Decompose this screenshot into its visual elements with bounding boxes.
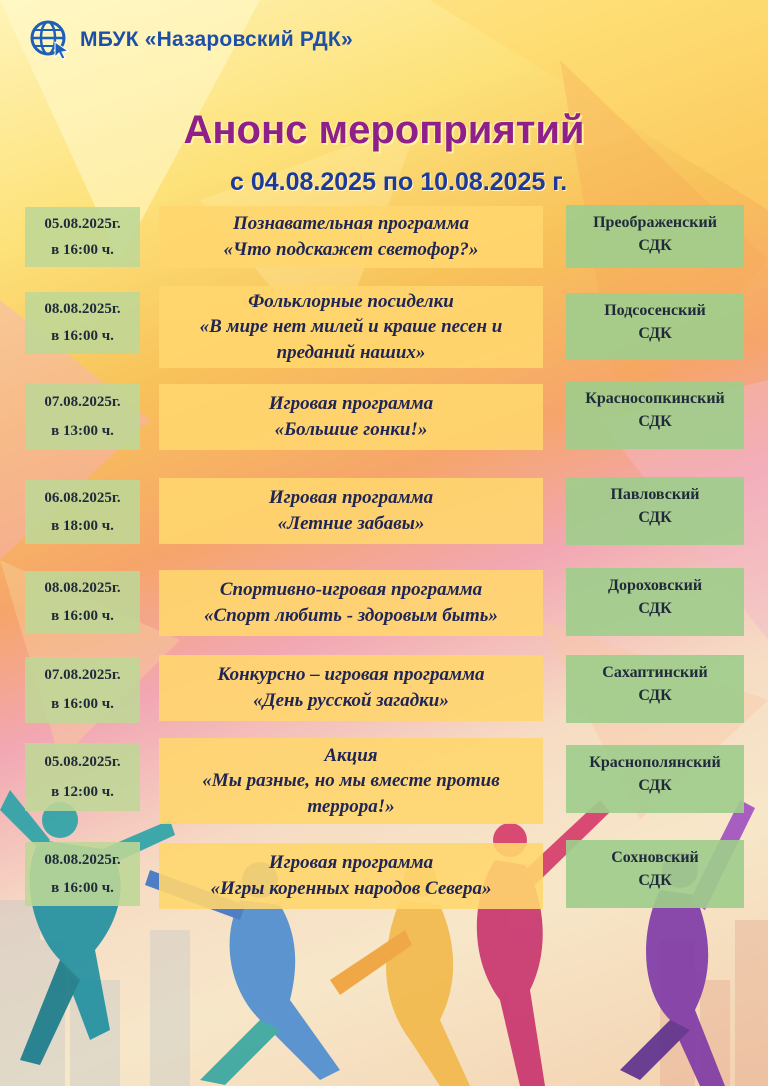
event-line: Акция bbox=[324, 744, 378, 766]
event-time: в 18:00 ч. bbox=[51, 517, 114, 534]
event-line: Игровая программа bbox=[268, 487, 434, 509]
event-time: в 12:00 ч. bbox=[51, 783, 114, 800]
place-type: СДК bbox=[638, 600, 672, 618]
event-place-box bbox=[566, 205, 744, 268]
event-title-box bbox=[159, 478, 543, 544]
event-time: в 16:00 ч. bbox=[51, 879, 114, 896]
event-place-box bbox=[566, 568, 744, 636]
place-name: Красносопкинский bbox=[585, 390, 725, 407]
place-type: СДК bbox=[638, 687, 672, 705]
event-place-box bbox=[566, 840, 744, 908]
place-name: Павловский bbox=[610, 486, 700, 503]
event-time: в 16:00 ч. bbox=[51, 696, 114, 712]
event-place-box bbox=[566, 381, 744, 449]
event-line: преданий наших» bbox=[276, 341, 426, 363]
event-line: Игровая программа bbox=[268, 393, 434, 415]
event-date-box bbox=[25, 842, 140, 906]
event-line: «Что подскажет светофор?» bbox=[223, 239, 479, 260]
event-date-box bbox=[25, 480, 140, 544]
event-date-box bbox=[25, 657, 140, 723]
event-place-box bbox=[566, 293, 744, 360]
place-type: СДК bbox=[638, 777, 672, 795]
event-line: Конкурсно – игровая программа bbox=[217, 664, 485, 686]
event-date: 08.08.2025г. bbox=[44, 580, 121, 597]
event-time: в 16:00 ч. bbox=[51, 241, 114, 258]
event-date: 07.08.2025г. bbox=[44, 394, 121, 410]
event-date-box bbox=[25, 292, 140, 354]
event-line: Игровая программа bbox=[268, 852, 434, 874]
event-title-box bbox=[159, 286, 543, 368]
place-name: Дороховский bbox=[607, 577, 703, 594]
place-name: Преображенский bbox=[593, 214, 717, 231]
place-name: Подсосенский bbox=[604, 302, 706, 319]
place-name: Сохновский bbox=[611, 849, 699, 866]
org-name: МБУК «Назаровский РДК» bbox=[80, 28, 353, 51]
event-title-box bbox=[159, 384, 543, 450]
event-date-box bbox=[25, 571, 140, 634]
event-line: Спортивно-игровая программа bbox=[219, 579, 483, 601]
place-type: СДК bbox=[638, 325, 672, 343]
place-type: СДК bbox=[638, 509, 672, 527]
event-date: 07.08.2025г. bbox=[44, 667, 121, 683]
event-place-box bbox=[566, 477, 744, 545]
event-line: Познавательная программа bbox=[233, 213, 469, 235]
event-place-box bbox=[566, 745, 744, 813]
event-date: 06.08.2025г. bbox=[44, 489, 121, 506]
event-line: «Спорт любить - здоровым быть» bbox=[204, 605, 498, 626]
event-line: «Игры коренных народов Севера» bbox=[210, 878, 492, 899]
place-type: СДК bbox=[638, 237, 672, 255]
globe-cursor-icon bbox=[28, 18, 72, 62]
event-line: «В мире нет милей и краше песен и bbox=[199, 316, 503, 338]
event-title-box bbox=[159, 206, 543, 268]
place-name: Сахаптинский bbox=[602, 664, 708, 681]
place-name: Краснополянский bbox=[589, 754, 721, 771]
date-range-subtitle: с 04.08.2025 по 10.08.2025 г. bbox=[230, 168, 568, 196]
place-type: СДК bbox=[638, 872, 672, 890]
event-place-box bbox=[566, 655, 744, 723]
event-title-box bbox=[159, 738, 543, 824]
event-date-box bbox=[25, 743, 140, 811]
event-title-box bbox=[159, 843, 543, 909]
place-type: СДК bbox=[638, 413, 672, 431]
event-line: Фольклорные посиделки bbox=[248, 290, 454, 312]
event-line: «День русской загадки» bbox=[253, 690, 449, 711]
event-date: 05.08.2025г. bbox=[44, 215, 121, 232]
event-line: террора!» bbox=[307, 795, 395, 817]
event-time: в 16:00 ч. bbox=[51, 607, 114, 624]
event-line: «Большие гонки!» bbox=[274, 419, 428, 440]
event-title-box bbox=[159, 570, 543, 636]
event-date: 08.08.2025г. bbox=[44, 851, 121, 868]
event-date: 05.08.2025г. bbox=[44, 753, 121, 770]
event-line: «Мы разные, но мы вместе против bbox=[202, 770, 500, 792]
event-line: «Летние забавы» bbox=[277, 513, 425, 534]
event-date-box bbox=[25, 384, 140, 450]
header bbox=[28, 18, 353, 62]
event-time: в 13:00 ч. bbox=[51, 423, 114, 439]
event-date: 08.08.2025г. bbox=[44, 301, 121, 317]
page-title: Анонс мероприятий bbox=[183, 108, 585, 152]
event-time: в 16:00 ч. bbox=[51, 328, 114, 344]
event-title-box bbox=[159, 655, 543, 721]
event-date-box bbox=[25, 207, 140, 267]
